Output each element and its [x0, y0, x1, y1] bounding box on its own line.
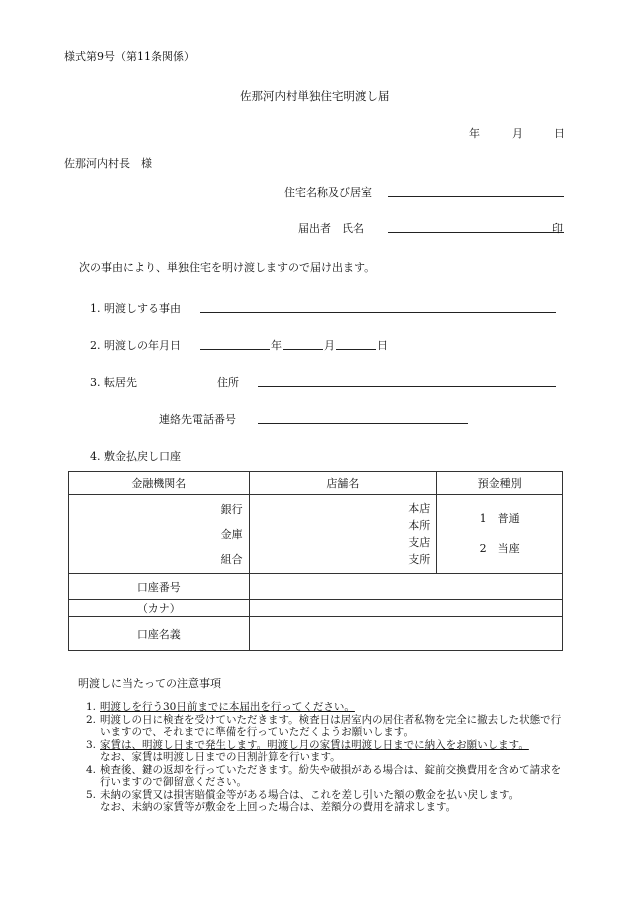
note-item: [86, 714, 566, 739]
branch-cell[interactable]: [249, 495, 437, 574]
kana-label: （カナ）: [69, 600, 250, 617]
branch-type-honten: 本店: [408, 502, 431, 515]
phone-line[interactable]: [258, 423, 468, 424]
move-day-line[interactable]: [336, 349, 376, 350]
note-number: 2.: [86, 713, 97, 726]
note-item: [86, 739, 566, 764]
institution-type-kumiai: 組合: [220, 552, 243, 566]
page-title: 佐那河内村単独住宅明渡し届: [240, 89, 390, 103]
note-item: [86, 701, 566, 714]
kana-field[interactable]: [249, 600, 562, 617]
branch-header: 店舗名: [249, 472, 437, 495]
housing-input-line[interactable]: [388, 196, 564, 197]
account-name-label: 口座名義: [69, 617, 250, 651]
bank-account-table: [68, 471, 563, 651]
branch-type-honsho: 本所: [408, 519, 431, 532]
note-text: 家賃は、明渡し日まで発生します。明渡し月の家賃は明渡し日までに納入をお願いします。: [100, 738, 529, 751]
institution-type-kinko: 金庫: [220, 527, 243, 541]
note-item: [86, 789, 566, 814]
seal-mark: 印: [552, 222, 563, 235]
deposit-account-label: 4. 敷金払戻し口座: [90, 450, 181, 463]
phone-label: 連絡先電話番号: [159, 413, 236, 426]
address-label: 住所: [217, 376, 239, 389]
move-month-line[interactable]: [283, 349, 323, 350]
date-day-label: 日: [554, 127, 565, 140]
branch-type-shisho: 支所: [408, 553, 431, 566]
note-subtext: なお、家賃は明渡し日までの日割計算を行います。: [100, 751, 341, 763]
note-text-block: [100, 789, 519, 814]
intro-text: 次の事由により、単独住宅を明け渡しますので届け出ます。: [79, 261, 376, 274]
note-number: 5.: [86, 788, 97, 801]
move-year-line[interactable]: [200, 349, 270, 350]
account-type-cell[interactable]: [437, 495, 563, 574]
note-item: [86, 764, 566, 789]
move-day-unit: 日: [377, 339, 388, 352]
account-type-header: 預金種別: [437, 472, 563, 495]
account-type-futsu[interactable]: 1 普通: [479, 512, 520, 525]
note-text: 未納の家賃又は損害賠償金等がある場合は、これを差し引いた額の敷金を払い戻します。: [100, 788, 520, 801]
note-text: 検査後、鍵の返却を行っていただきます。紛失や破損がある場合は、錠前交換費用を含めて請求を行いますので御留意ください。: [100, 763, 562, 788]
date-month-label: 月: [512, 127, 523, 140]
addressee: 佐那河内村長 様: [64, 157, 152, 170]
note-number: 1.: [86, 701, 97, 713]
reason-label: 1. 明渡しする事由: [90, 302, 181, 315]
new-residence-label: 3. 転居先: [90, 376, 137, 389]
note-number: 3.: [86, 738, 97, 751]
applicant-label: 届出者 氏名: [298, 222, 364, 235]
note-text-block: [100, 739, 529, 764]
institution-cell[interactable]: [69, 495, 250, 574]
account-type-toza[interactable]: 2 当座: [479, 542, 520, 555]
housing-label: 住宅名称及び居室: [284, 186, 372, 199]
account-number-field[interactable]: [249, 574, 562, 600]
form-number: 様式第9号（第11条関係）: [64, 50, 195, 63]
branch-type-shiten: 支店: [408, 536, 431, 549]
account-name-field[interactable]: [249, 617, 562, 651]
notes-heading: 明渡しに当たっての注意事項: [78, 677, 221, 690]
institution-type-bank: 銀行: [220, 502, 243, 516]
address-line[interactable]: [258, 386, 556, 387]
applicant-name-line[interactable]: [388, 232, 564, 233]
note-text: 明渡しを行う30日前までに本届出を行ってください。: [100, 701, 355, 713]
note-text: 明渡しの日に検査を受けていただきます。検査日は居室内の居住者私物を完全に撤去した状態で行いますので、それまでに準備を行っていただくようお願いします。: [100, 713, 562, 738]
note-subtext: なお、未納の家賃等が敷金を上回った場合は、差額分の費用を請求します。: [100, 801, 457, 813]
account-number-label: 口座番号: [69, 574, 250, 600]
move-month-unit: 月: [324, 339, 335, 352]
note-number: 4.: [86, 763, 97, 776]
institution-header: 金融機関名: [69, 472, 250, 495]
notes-list: [86, 701, 566, 814]
reason-line[interactable]: [200, 312, 556, 313]
move-date-label: 2. 明渡しの年月日: [90, 339, 181, 352]
date-year-label: 年: [469, 127, 480, 140]
move-year-unit: 年: [271, 339, 282, 352]
